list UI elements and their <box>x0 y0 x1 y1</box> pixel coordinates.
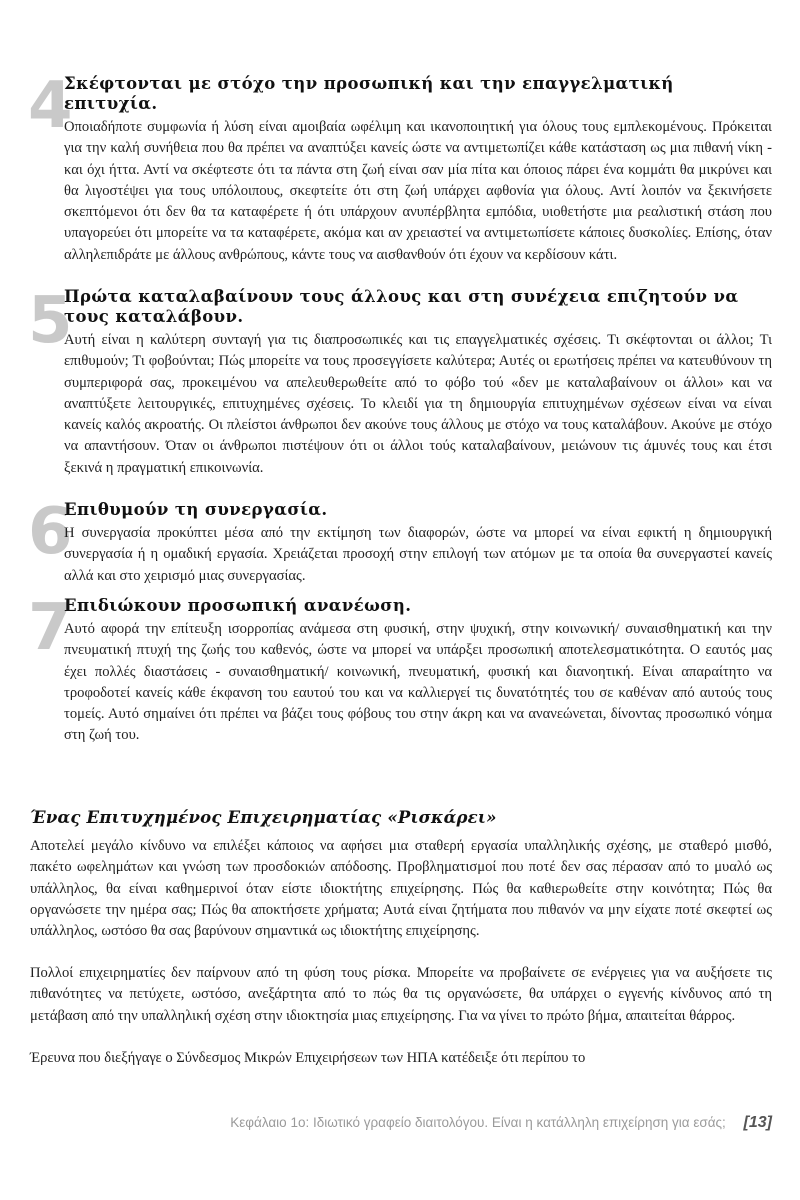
item-number: 5 <box>28 284 71 358</box>
list-item-6 <box>28 495 772 587</box>
item-number: 6 <box>28 495 71 569</box>
running-footer-chapter: Κεφάλαιο 1ο: Ιδιωτικό γραφείο διαιτολόγου. Είναι η κατάλληλη επιχείρηση για εσάς; <box>230 1115 726 1130</box>
item-title: Σκέφτονται με στόχο την προσωπική και την επαγγελματική επιτυχία. <box>64 74 674 113</box>
item-title: Επιθυμούν τη συνεργασία. <box>64 500 328 519</box>
section-paragraph-2: Πολλοί επιχειρηματίες δεν παίρνουν από τη φύση τους ρίσκα. Μπορείτε να προβαίνετε σε ενέργειες για να αυξήσετε τις πιθανότητες να πετύχετε, ωστόσο, ανεξάρτητα από το πώς θα τις οργανώσετε, θα υπάρχει ο εγγενής κίνδυνος από τη μετάβαση από την υπαλληλική σχέση στην ιδιοκτησία μιας επιχείρησης. Για να γίνει το πρώτο βήμα, απαιτείται θάρρος. <box>30 965 772 1024</box>
list-item-7 <box>28 591 772 747</box>
page-footer <box>230 1114 772 1132</box>
section-heading: Ένας Επιτυχημένος Επιχειρηματίας «Ρισκάρει» <box>30 808 497 827</box>
item-body: Η συνεργασία προκύπτει μέσα από την εκτίμηση των διαφορών, ώστε να μπορεί να είναι εφικτή η δημιουργική συνεργασία ή η ομαδική εργασία. Χρειάζεται προσοχή στην επιλογή των ατόμων με τα οποία θα συνεργαστεί κανείς αλλά και στο χειρισμό μιας συνεργασίας. <box>64 525 772 584</box>
item-number: 7 <box>28 591 71 665</box>
item-body: Αυτή είναι η καλύτερη συνταγή για τις διαπροσωπικές και τις επαγγελματικές σχέσεις. Τι σκέφτονται οι άλλοι; Τι επιθυμούν; Τι φοβούνται; Πώς μπορείτε να τους προσεγγίσετε καλύτερα; Αυτές οι ερωτήσεις πρέπει να κατευθύνουν τη συμπεριφορά σας, προκειμένου να απελευθερωθείτε από το φόβο τού «δεν με καταλαβαίνουν οι άλλοι» και να αναπτύξετε λειτουργικές, επιτυχημένες σχέσεις. Το κλειδί για τη δημιουργία επιτυχημένων σχέσεων είναι να είναι κανείς καλός ακροατής. Οι πλείστοι άνθρωποι δεν ακούνε τους άλλους με στόχο να τους καταλάβουν. Ακούνε με στόχο να απαντήσουν. Όταν οι άνθρωποι πιστέψουν ότι οι άλλοι τούς καταλαβαίνουν, μειώνουν τις άμυνές τους και έτσι ξεκινά η πραγματική επικοινωνία. <box>64 332 772 476</box>
item-body: Οποιαδήποτε συμφωνία ή λύση είναι αμοιβαία ωφέλιμη και ικανοποιητική για όλους τους εμπλεκομένους. Πρόκειται για την καλή συνήθεια που θα πρέπει να αναπτύξει κανείς ώστε να αντιμετωπίζει κάθε κατάσταση ως μια πιθανή νίκη - και όχι ήττα. Αντί να σκέφτεστε ότι τα πάντα στη ζωή είναι σαν μία πίτα και όποιος πάρει ένα κομμάτι θα μικρύνει και θα λιγοστέψει για τους υπόλοιπους, σκεφτείτε ότι στη ζωή υπάρχει αφθονία για όλους. Αντί λοιπόν να ξεκινήσετε σκεπτόμενοι ότι δεν θα τα καταφέρετε ή ότι υπάρχουν ανυπέρβλητα εμπόδια, υιοθετήστε μια ρεαλιστική στάση που υπαγορεύει ότι μπορείτε να τα καταφέρετε, ακόμα και αν χρειαστεί να αντιμετωπίσετε κάποιες δυσκολίες. Επίσης, όταν αλληλεπιδράτε με άλλους ανθρώπους, κάντε τους να αισθανθούν ότι έχουν να κερδίσουν κάτι. <box>64 119 772 263</box>
section-paragraph-1: Αποτελεί μεγάλο κίνδυνο να επιλέξει κάποιος να αφήσει μια σταθερή εργασία υπαλληλικής σχέσης, με σταθερό μισθό, πακέτο ωφελημάτων και γνώση των προσδοκιών απόδοσης. Προβληματισμοί που ποτέ δεν σας πέρασαν από το μυαλό ως υπάλληλος, θα είναι καθημερινοί όταν είστε ιδιοκτήτης επιχείρησης. Πώς θα καθιερωθείτε στην κοινότητα; Πώς θα οργανώσετε την ημέρα σας; Πώς θα αποκτήσετε χρήματα; Αυτά είναι ζητήματα που πιθανόν να μην είχατε ποτέ σκεφτεί ως υπάλληλος, ωστόσο θα σας βαρύνουν σημαντικά ως ιδιοκτήτης επιχείρησης. <box>30 838 772 940</box>
list-item-4 <box>28 69 772 266</box>
item-title: Πρώτα καταλαβαίνουν τους άλλους και στη συνέχεια επιζητούν να τους καταλάβουν. <box>64 287 739 326</box>
section-paragraph-3: Έρευνα που διεξήγαγε ο Σύνδεσμος Μικρών Επιχειρήσεων των ΗΠΑ κατέδειξε ότι περίπου το <box>30 1050 586 1066</box>
list-item-5 <box>28 284 772 479</box>
page-number: [13] <box>743 1114 772 1131</box>
item-number: 4 <box>28 69 71 143</box>
item-title: Επιδιώκουν προσωπική ανανέωση. <box>64 596 412 615</box>
item-body: Αυτό αφορά την επίτευξη ισορροπίας ανάμεσα στη φυσική, στην ψυχική, στην κοινωνική/ συναισθηματική και την πνευματική πτυχή της ζωής του καθενός, ώστε να μπορεί να υπάρξει προσωπική αποτελεσματικότητα. Ο εαυτός μας έχει πολλές διαστάσεις - συναισθηματική/ κοινωνική, πνευματική, φυσική και διανοητική. Είναι απαραίτητο να τροφοδοτεί κανείς κάθε έκφανση του εαυτού του και να καλλιεργεί τις δυνατότητές του σε καθέναν από αυτούς τους τομείς. Αυτό σημαίνει ότι πρέπει να βάζει τους φόβους του στην άκρη και να ανανεώνεται, δίνοντας προσωπικό νόημα στη ζωή του. <box>64 621 772 744</box>
